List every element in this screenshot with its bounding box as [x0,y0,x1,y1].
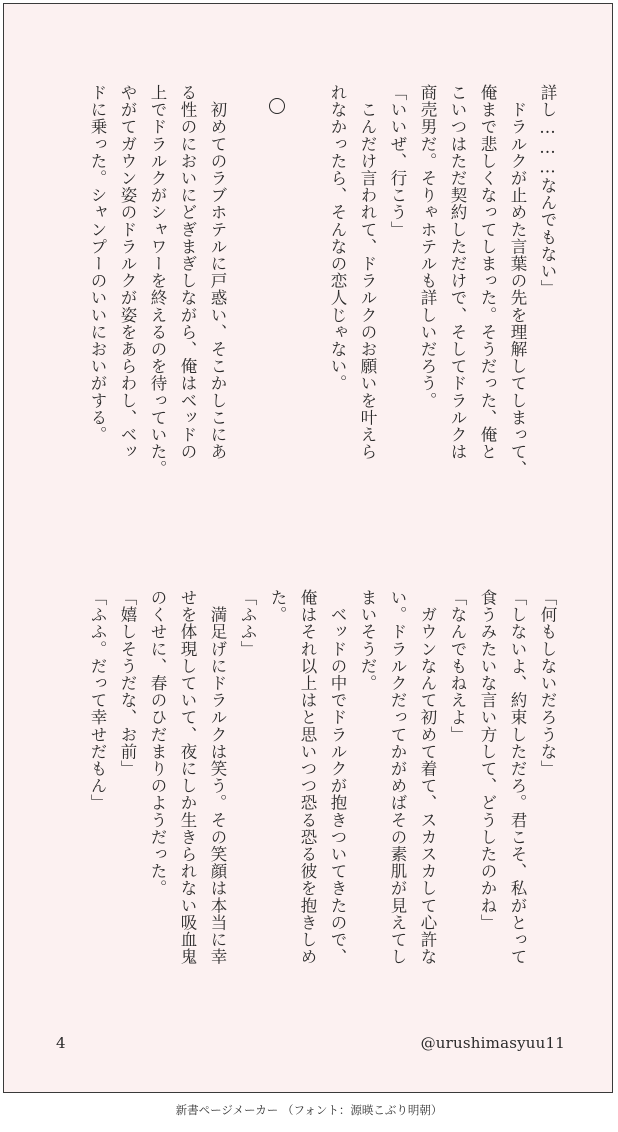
text-line: 満足げにドラルクは笑う。その笑顔は本当に幸 [208,589,227,966]
text-line: まいそうだ。 [358,589,377,692]
text-line: こんだけ言われて、ドラルクのお願いを叶えら [358,84,377,461]
text-line [292,84,322,534]
text-line: 「嬉しそうだな、お前」 [118,589,137,778]
text-line: 俺はそれ以上はと思いつつ恐る恐る彼を抱きしめ [298,589,317,966]
text-line: こいつはただ契約しただけで、そしてドラルクは [448,84,467,461]
text-line: 初めてのラブホテルに戸惑い、そこかしこにあ [208,84,227,461]
section-break [262,84,292,534]
text-line: 商売男だ。そりゃホテルも詳しいだろう。 [418,84,437,409]
text-line: 食うみたいな言い方して、どうしたのかね」 [478,589,497,931]
text-line: る性のにおいにどぎまぎしながら、俺はベッドの [178,84,197,461]
text-line: ベッドの中でドラルクが抱きついてきたので、 [328,589,347,966]
text-line: ドラルクが止めた言葉の先を理解してしまって、 [508,84,527,478]
text-line [232,84,262,534]
text-block-top [82,84,562,534]
text-line: 「いいぜ、行こう」 [388,84,407,238]
text-block-bottom [82,589,562,1059]
generator-credit: 新書ページメーカー （フォント：源暎こぶり明朝） [175,1103,443,1117]
text-line: せを体現していて、夜にしか生きられない吸血鬼 [178,589,197,966]
text-line: 俺まで悲しくなってしまった。そうだった、俺と [478,84,497,461]
text-line: やがてガウン姿のドラルクが姿をあらわし、ベッ [118,84,137,461]
author-handle: @urushimasyuu11 [420,1034,565,1052]
text-line: 上でドラルクがシャワーを終えるのを待っていた。 [148,84,167,478]
text-line: た。 [268,589,287,624]
manuscript-page [3,3,613,1093]
text-line: い。ドラルクだってかがめばその素肌が見えてし [388,589,407,966]
text-line: 「ふふ。だって幸せだもん」 [88,589,107,812]
text-line: ガウンなんて初めて着て、スカスカして心許な [418,589,437,966]
page-number: 4 [56,1034,66,1052]
circle-icon [269,98,285,114]
text-line: れなかったら、そんなの恋人じゃない。 [328,84,347,392]
text-line: 「何もしないだろうな」 [538,589,557,778]
text-line: のくせに、春のひだまりのようだった。 [148,589,167,897]
text-line: 「しないよ、約束しただろ。君こそ、私がとって [508,589,527,966]
text-line: 「なんでもねえよ」 [448,589,467,743]
text-line: ドに乗った。シャンプーのいいにおいがする。 [88,84,107,444]
text-line: 「ふふ」 [238,589,257,658]
text-line: 詳し………なんでもない」 [538,84,557,297]
